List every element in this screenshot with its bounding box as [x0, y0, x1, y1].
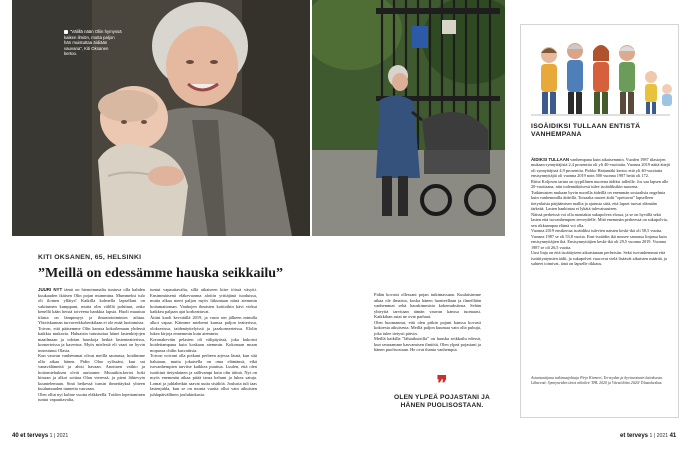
sidebar-title: ISOÄIDIKSI TULLAAN ENTISTÄ VANHEMPANA	[531, 123, 641, 139]
sidebar-box	[520, 24, 679, 418]
article-paragraph: Toivon, että pääsemme Olin kanssa kokoilemaan yhdessä kaikkia mukavia. Haluaisin tutustuttaa hänet lastenkirjojen maailmaan ja odotan hauskoja hetkiä lastenteatterissa, konserteissa ja kaverina. Myös mielestä eli vaari on hyvin innostunut Olasta.	[38, 325, 145, 353]
article-paragraph: tuntui vapauttavalta, sillä aikaiseen kiire töissä väsytti. Ensimmäisenä eläkevuonna aloitin yrittäjänä tuoduissa, mutta alkaa meni paljon myös liikuntaan niinä aiemmin hoitamattoman. Vanhojen ihmisten koittoihin kävi viekui kaikkea paljaan ajat korkeattuvat.	[150, 287, 257, 314]
sidebar-paragraph-text: vanhempana kuin aikaisemmin. Vuoden 1987 tilastojen mukaan synnyttäjistä 2,4 prosenttia oli yli 40-vuotiaita. Vuonna 2019 näitä äitejä oli synnyttäjistä 4,9 prosenttia. Pirkko Haitamäki kertoo että yli 40-vuotiaita ensisynnyttäjiä oli vuonna 2019 noin 500 vuonna 1987 heitä oli 172.	[531, 157, 670, 179]
article-paragraph: Kun vauvan vanhemmat olivat meillä saunassa, hoidimme ollu aikaa hänen. Pidin Olaa sylissäni, kun sai vanavälämeitä ja ahtsi havaan. Anoituen vaihto ja hoitomiehuksen olvät aurtoaner. Muuutkin.kertoi hoki kituran ja alkoi soittaa Olan vieressä, ja pieni lähtevyin kuuntelemaan. Sinä hetkessä tunsin ihmettäyksä yhteen kuulumuuden tunnetta vauvaan.	[38, 353, 145, 391]
article-paragraph: Koronakeväin pelasten oli välipäyässä, joka kukoisti hoidettampana kuin koskaan aiemmin. Kokonaan muun mopassa chilin kasvattista.	[150, 336, 257, 353]
photo-woman-stroller	[312, 0, 505, 236]
article-column-2	[150, 287, 257, 397]
article-paragraph	[38, 287, 145, 326]
sidebar-paragraph	[531, 157, 671, 178]
page-number-left: 40	[12, 433, 19, 439]
sidebar-body	[531, 157, 671, 267]
sidebar-paragraph: Uusi linja on että isoäitiyteen aikuistutaan perheisiin. Sekä isovanhemmat että isoäitiyntymien äidit, ja sukupolvet vuorovat vielä lisäävät aikuisten määrää, ja suhteet toimivat, tänä on lapselle rikkaus.	[531, 250, 667, 267]
sidebar-paragraph: Tutkimusten mukaan hyvin nuorilla äideillä on enemmän sosiaalisia ongelmia kuin vanhemmilla äideillä. Toisaalta nuoret äidit ”opettavat” lapselleen tietynlaista pärjäämisen mallia ja ajatusta siitä, että lapset tuovat elämään tärkeää. Lasten hankintaa ei lykätä tulevaisuuteen.	[531, 190, 666, 212]
article-paragraph-text: tämä on hienoimmalta tuntuva olla kahden kuukauden ikäisen Olin pojan mummina. Mummeksi tulo oli iloinen yllätys! Kaikilla kolmella lapsellani on vakituinen kumppani, mutta olin välillä pohtinut, onko kenellä kään heistä toiveena hankkia lapsia. Huoli muuttuu tilasta on lämpimyyt ja ilmastotoimintos aihtaa. Yhteiskunnan turvaverkkohenkilaan ei ole enää luottamista.	[38, 287, 146, 325]
sidebar-lead-in: ÄIDIKSI TULLAAN	[531, 157, 570, 162]
photo-woman-stroller-illustration	[312, 0, 505, 236]
article-headline: ”Meillä on edessämme hauska seikkailu”	[38, 266, 284, 281]
sidebar-paragraph: Vuonna 2019 ensikertaa isoäidiksi tulevien naisten keski-ikä oli 58,5 vuotta. Vuonna 1987 se oli 53,8 vuotta. Ensi-isoäidin ikä nousee samassa linjassa kuin ensisynnyttäjien ikä. Ensisynnyttäjien keski-ikä oli 29,5 vuonna 2019. Vuonna 1987 se oli 26,5 vuotta.	[531, 228, 667, 250]
caption-square-icon	[64, 30, 68, 34]
article-paragraph: Meillä kaikilla ”lähiaikuisilla” on hauska seikkailu edessä, kun seuraamme kasvamisen ilmiötä. Olen ylpeä pojastani ja hänen puolisostaan. He ovat ihania vanhempia.	[374, 336, 481, 352]
article-paragraph: Pidän kovasti ollessani pojan tutkimassaan. Kuulaisimme aikaa ole ilmaista, koska hänen luonteellaan ja ilmeillään vanhemmat sekä hauskimmista kokemuksiinsa. Sehän yhteyttä tarvitaan tämän vauvan kanssa tuomaasi. Kaikkihan asiat ne ovat parhaat.	[374, 292, 481, 319]
article-paragraph: Olen ollut nyt kolme vuotta eläkkeellä. Toiden lopettaminen tuntui vapauttavalta,	[38, 391, 145, 402]
family-illustration	[527, 33, 674, 123]
photo-grandmother-baby-illustration	[12, 0, 310, 236]
quote-mark-icon: ❞	[436, 373, 448, 395]
sidebar-paragraph: Riitta Koljosen tarina on tyypillinen nuorena äidiksi tulleille. Jos saa lapsen alle 20-vuotiaana, niin todennäköisesti tulee isoäidiksikin nuorena.	[531, 178, 669, 190]
article-lead-in: JUURI NYT	[38, 287, 63, 292]
issue-left: 1 | 2021	[49, 433, 69, 439]
footer-left	[12, 433, 68, 439]
article-byline: KITI OKSANEN, 65, HELSINKI	[38, 254, 142, 261]
article-paragraph: Äitini kuoli kevväällä 2019, ja vasta sen jälkeen minulla alkoi vapaa. Käimme miehemi kanssa paljon teatterissa, oloksesissa, taidenäyttelyissä ja jazzkonserteissa. Elolin lukea kirjoja ennemmin kuin aiemmin.	[150, 314, 257, 336]
issue-right: 1 | 2021	[649, 433, 669, 439]
photo-caption-text: ”Välillä nään Oliin hymyssä kaiken ilmiön, mutta paljon hän muistuttaa äidiään vauvana”, Kiti Oksanen kertoo.	[64, 29, 122, 57]
article-column-3	[374, 292, 481, 353]
footer-right	[620, 433, 676, 439]
article-column-1	[38, 287, 145, 403]
pull-quote: OLEN YLPEÄ POJASTANI JA HÄNEN PUOLISOSTAAN.	[394, 394, 490, 410]
magazine-name-left: et terveys	[20, 433, 49, 439]
sidebar-source-note: Asiantuntijana tutkimusjohtaja Pirjo Kiemert, Terveyden ja hyvinvoinnin laitoksesta. Lähteenä: Synnyneiden tietot nikoilet/ THL 2020 ja Väestöliitto 2020/ Tilastokeskus.	[531, 376, 664, 385]
pull-quote-block	[382, 373, 502, 411]
article-paragraph: Toivon voivani olla poikani perheen arjessa läsnä, kun sitä halutaan, mutta jokaisella on oma elämänsä, eikä isovanhempien tarvitse kaikkea puuttua. Luulen, että olen isoäitinä tietynlainen ja sallivampi kuin olin äitinä. Nyt on myös enemmän aikaa pitää tarua kehuni ja lukea satuja. Lomat ja juhlahetkin saavat uutta sisältöä. Joulusta tuli taas lastenjuhla, kun se on monta vuotta ollut vain aikuisten juhlapäivällinen joulukinkusta.	[150, 353, 257, 397]
page-number-right: 41	[669, 433, 677, 439]
article-paragraph: Olen huomannut, että olen pitkin pojani kanssa kovasti kokoesta aikuisesta. Meillä paljon kuumaa vain olla puhuja, joka tulee tietysti päivin.	[374, 319, 481, 336]
sidebar-paragraph: Näissä perheissä voi olla montakin sukupolvea elossa, ja se on hyvällä sekä lasten että isovanhempien terveydelle. Mitä enemmän perheessä on sukupolvia, sen rikkaampaa elämä voi olla.	[531, 211, 668, 228]
photo-grandmother-baby	[12, 0, 310, 236]
photo-caption	[64, 29, 122, 57]
magazine-name-right: et terveys	[620, 433, 649, 439]
